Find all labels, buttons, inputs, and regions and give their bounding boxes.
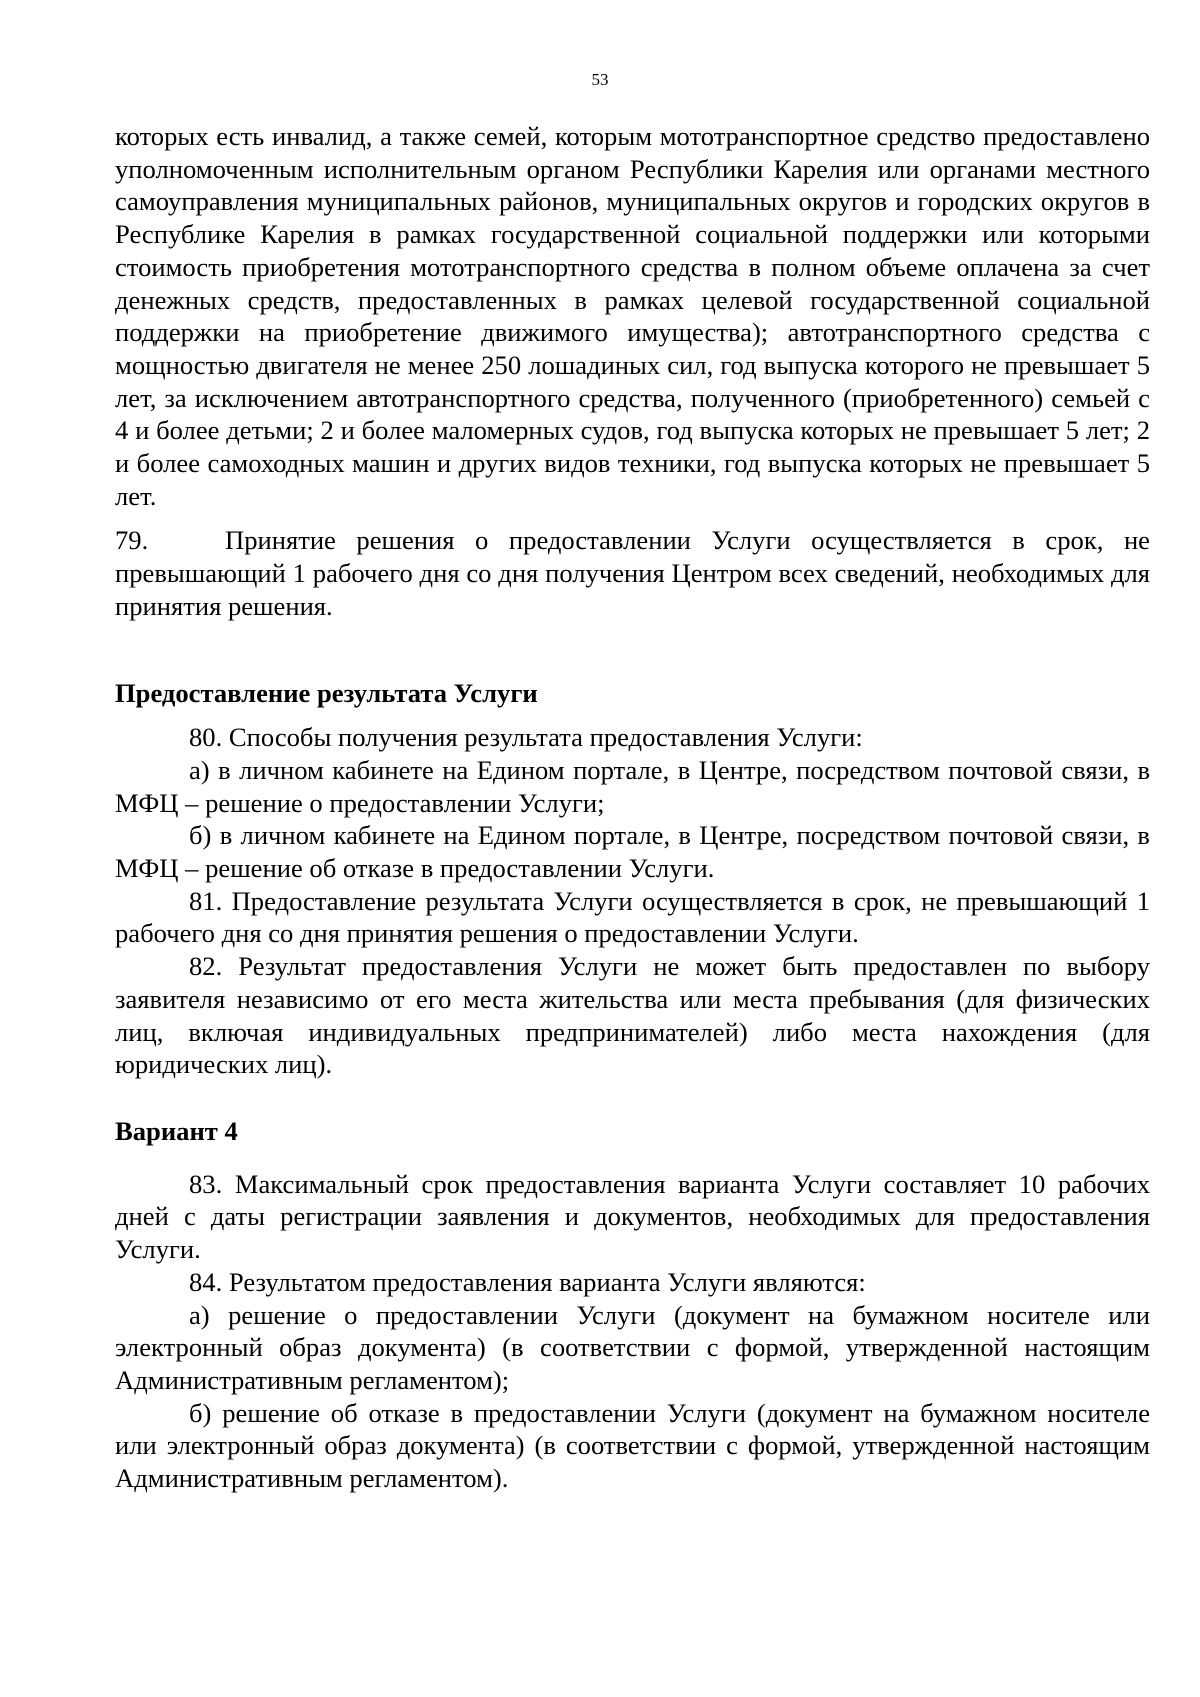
paragraph-84-b: б) решение об отказе в предоставлении Услуги (документ на бумажном носителе или электронный образ документа) (в соответствии с формой, утвержденной настоящим Административным регламентом). <box>115 1397 1150 1494</box>
paragraph-80-b: б) в личном кабинете на Едином портале, в Центре, посредством почтовой связи, в МФЦ – решение об отказе в предоставлении Услуги. <box>115 820 1150 884</box>
paragraph-80: 80. Способы получения результата предоставления Услуги: <box>189 722 863 753</box>
paragraph-84-a: а) решение о предоставлении Услуги (документ на бумажном носителе или электронный образ документа) (в соответствии с формой, утвержденной настоящим Административным регламентом); <box>115 1299 1150 1395</box>
paragraph-81: 81. Предоставление результата Услуги осуществляется в срок, не превышающий 1 рабочего дня со дня принятия решения о предоставлении Услуги. <box>115 885 1150 949</box>
document-body <box>115 120 1150 1495</box>
page-number: 53 <box>591 70 609 89</box>
paragraph-79 <box>115 524 1150 622</box>
paragraph-83: 83. Максимальный срок предоставления варианта Услуги составляет 10 рабочих дней с даты регистрации заявления и документов, необходимых для предоставления Услуги. <box>115 1168 1150 1265</box>
paragraph-text: Принятие решения о предоставлении Услуги осуществляется в срок, не превышающий 1 рабочего дня со дня получения Центром всех сведений, необходимых для принятия решения. <box>115 525 1150 621</box>
paragraph-number: 79. <box>115 525 149 556</box>
section-heading-variant-4: Вариант 4 <box>115 1115 238 1146</box>
section-heading-result: Предоставление результата Услуги <box>115 677 538 708</box>
paragraph-82: 82. Результат предоставления Услуги не может быть предоставлен по выбору заявителя независимо от его места жительства или места пребывания (для физических лиц, включая индивидуальных предпринимателей) либо места нахождения (для юридических лиц). <box>115 951 1150 1080</box>
paragraph-84: 84. Результатом предоставления варианта Услуги являются: <box>189 1266 866 1297</box>
continued-paragraph: которых есть инвалид, а также семей, которым мототранспортное средство предоставлено уполномоченным исполнительным органом Республики Карелия или органами местного самоуправления муниципальных районов, муниципальных округов и городских округов в Республике Карелия в рамках государственной социальной поддержки или которыми стоимость приобретения мототранспортного средства в полном объеме оплачена за счет денежных средств, предоставленных в рамках целевой государственной социальной поддержки на приобретение движимого имущества); автотранспортного средства с мощностью двигателя не менее 250 лошадиных сил, год выпуска которого не превышает 5 лет, за исключением автотранспортного средства, полученного (приобретенного) семьей с 4 и более детьми; 2 и более маломерных судов, год выпуска которых не превышает 5 лет; 2 и более самоходных машин и других видов техники, год выпуска которых не превышает 5 лет. <box>115 121 1150 511</box>
paragraph-80-a: а) в личном кабинете на Едином портале, в Центре, посредством почтовой связи, в МФЦ – решение о предоставлении Услуги; <box>115 754 1150 818</box>
